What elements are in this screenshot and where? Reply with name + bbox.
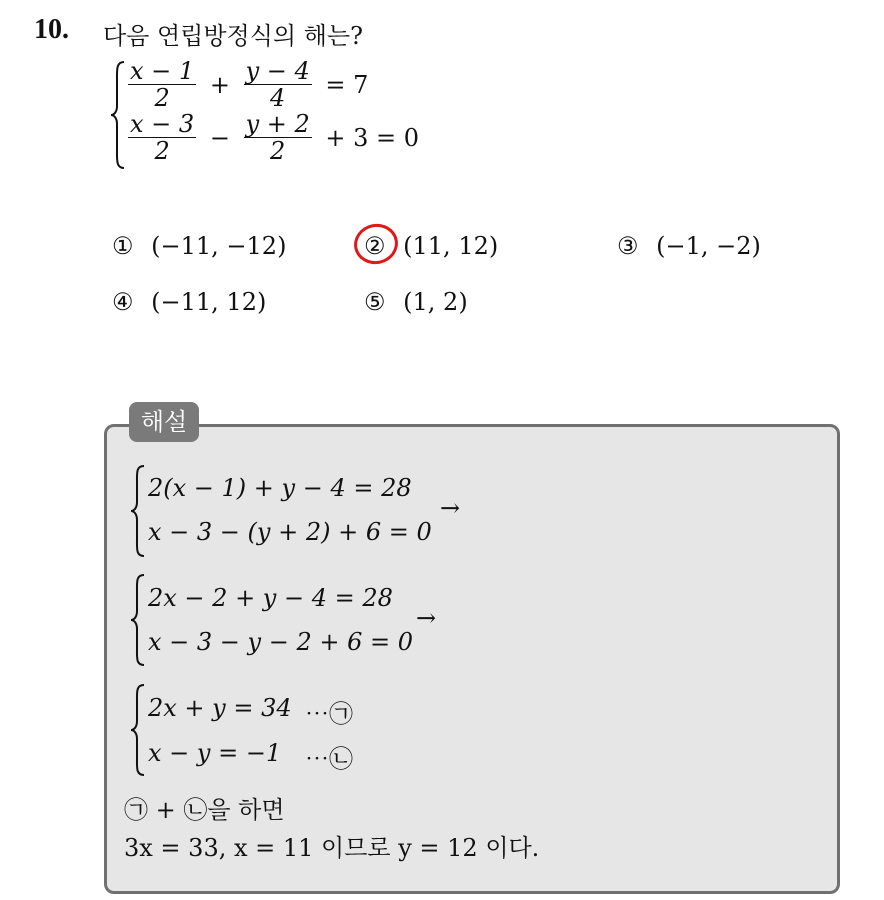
step2-brace [130, 573, 146, 667]
choice-value: (−11, −12) [151, 232, 287, 260]
step1-arrow: → [440, 494, 461, 522]
problem-system-brace [110, 60, 126, 170]
step2-arrow: → [416, 604, 437, 632]
step1-line-2: x − 3 − (y + 2) + 6 = 0 [148, 518, 432, 546]
step3-mark-1: ⋯㉠ [305, 700, 353, 728]
question-text: 다음 연립방정식의 해는? [103, 22, 363, 50]
eq2-fraction-2: $\frac{y + 2}{2}$ [245, 110, 310, 165]
choice-marker: ③ [617, 232, 639, 260]
choice-value: (−1, −2) [656, 232, 761, 260]
eq2-fraction-1: $\frac{x - 3}{2}$ [130, 110, 195, 165]
step2-line-1: 2x − 2 + y − 4 = 28 [148, 584, 393, 612]
eq1-fraction-2: $\frac{y - 4}{4}$ [245, 57, 310, 112]
choice-marker: ② [364, 232, 386, 260]
step3-line-2: x − y = −1 [148, 739, 282, 767]
step1-brace [130, 464, 146, 558]
solution-line-4: ㉠ + ㉡을 하면 [124, 796, 285, 824]
choice-value: (11, 12) [403, 232, 499, 260]
choice-5[interactable] [364, 288, 468, 316]
step3-brace [130, 683, 146, 777]
choice-marker: ④ [112, 288, 134, 316]
choice-value: (1, 2) [403, 288, 468, 316]
choice-value: (−11, 12) [151, 288, 267, 316]
solution-line-5: 3x = 33, x = 11 이므로 y = 12 이다. [124, 834, 540, 862]
choice-marker: ⑤ [364, 288, 386, 316]
selected-answer-circle-mark [350, 220, 401, 268]
step2-line-2: x − 3 − y − 2 + 6 = 0 [148, 628, 414, 656]
problem-equation-2: $\frac{x - 3}{2}$ − $\frac{y + 2}{2}$ + 3 = 0 [130, 110, 420, 165]
choice-marker: ① [112, 232, 134, 260]
step3-line-1: 2x + y = 34 [148, 694, 292, 722]
choice-1[interactable] [112, 232, 286, 260]
eq1-fraction-1: $\frac{x - 1}{2}$ [130, 57, 195, 112]
question-number: 10. [34, 14, 69, 45]
step3-mark-2: ⋯㉡ [305, 745, 353, 773]
choice-4[interactable] [112, 288, 266, 316]
problem-equation-1: $\frac{x - 1}{2}$ + $\frac{y - 4}{4}$ = 7 [130, 57, 369, 112]
step1-line-1: 2(x − 1) + y − 4 = 28 [148, 474, 412, 502]
solution-tag: 해설 [129, 402, 199, 442]
choice-3[interactable] [617, 232, 761, 260]
